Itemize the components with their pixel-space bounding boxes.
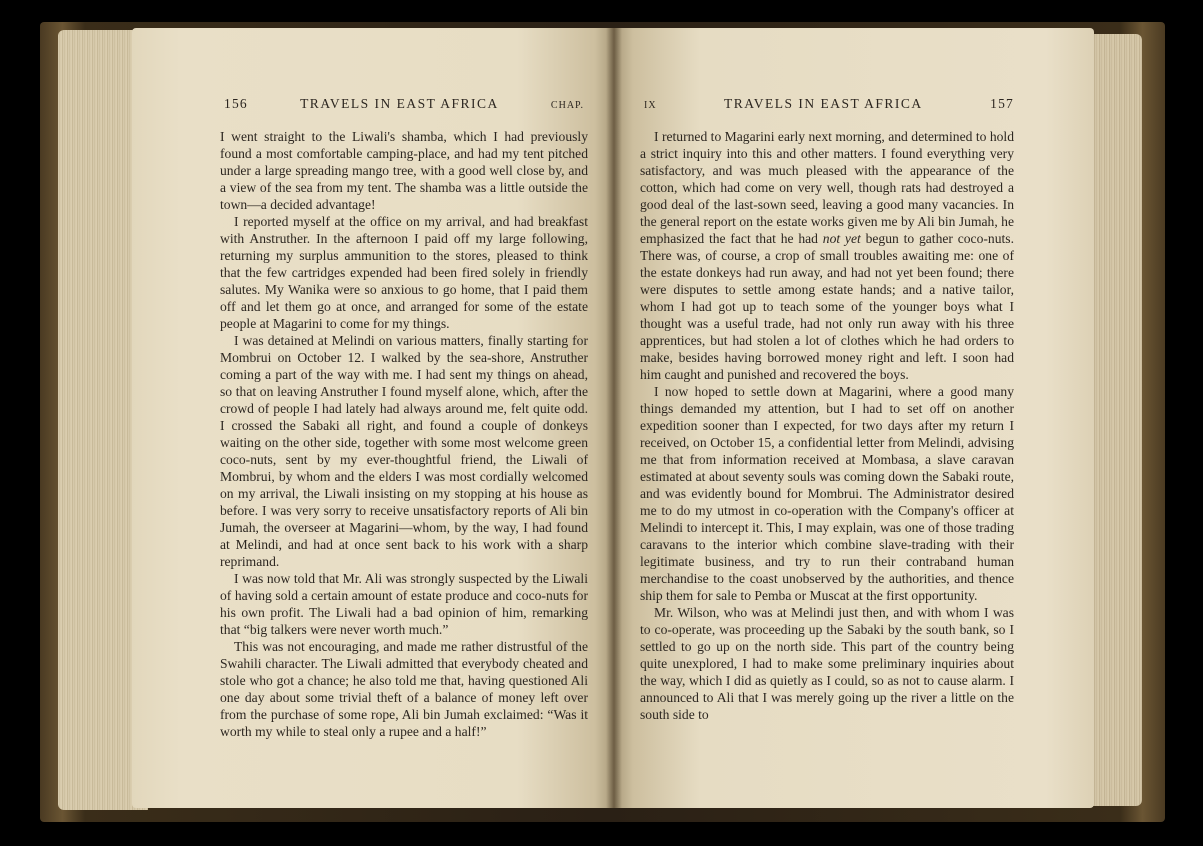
chapter-label: CHAP. (550, 100, 584, 111)
right-page-header (644, 96, 1014, 112)
paragraph-text: I returned to Magarini early next morning, and determined to hold a strict inquiry into this and other matters. I found everything very satisfactory, and was much pleased with the appearance of the cotton, which had come on very well, though rats had destroyed a good deal of the last-sown seed, leaving a good many vacancies. In the general report on the estate works given me by Ali bin Jumah, he emphasized the fact that he had (640, 129, 1014, 246)
paragraph: Mr. Wilson, who was at Melindi just then, and with whom I was to co-operate, was proceeding up the Sabaki by the south bank, so I settled to go up on the north side. This part of the country being quite unexplored, I had to make some preliminary inquiries about the way, which I did as quietly as I could, so as not to cause alarm. I announced to Ali that I was merely going up the river a little on the south side to (640, 605, 1014, 722)
left-page-text (220, 128, 588, 740)
page-number: 156 (224, 96, 248, 111)
paragraph: I now hoped to settle down at Magarini, where a good many things demanded my attention, but I had to set off on another expedition sooner than I expected, for two days after my return I received, on October 15, a confidential letter from Melindi, advising me that from information received at Mombasa, a slave caravan estimated at about seventy souls was coming down the Sabaki route, and was evidently bound for Mombrui. The Administrator desired me to do my utmost in co-operation with the Company's officer at Melindi to intercept it. This, I may explain, was one of those trading caravans to the interior which combine slave-trading with their legitimate business, and try to run their contraband human merchandise to the coast unobserved by the authorities, and thence ship them for sale to Pemba or Muscat at the first opportunity. (640, 384, 1014, 603)
left-page-header (224, 96, 584, 112)
paragraph: I was detained at Melindi on various matters, finally starting for Mombrui on October 12. I walked by the sea-shore, Anstruther coming a part of the way with me. I had sent my things on ahead, so that on leaving Anstruther I found myself alone, which, after the crowd of people I had lately had always around me, felt quite odd. I crossed the Sabaki all right, and found a couple of donkeys waiting on the other side, together with some most welcome green coco-nuts, sent by my ever-thoughtful friend, the Liwali of Mombrui, by whom and the elders I was most cordially welcomed on my arrival, the Liwali insisting on my stopping at his house as before. I was very sorry to receive unsatisfactory reports of Ali bin Jumah, the overseer at Magarini—whom, by the way, I had found at Melindi, and had at once sent back to his work with a sharp reprimand. (220, 333, 588, 569)
right-page-text (640, 128, 1014, 723)
left-page (132, 28, 614, 808)
book-gutter (606, 28, 622, 808)
paragraph: I was now told that Mr. Ali was strongly suspected by the Liwali of having sold a certain amount of estate produce and coco-nuts for his own profit. The Liwali had a bad opinion of him, remarking that “big talkers were never worth much.” (220, 571, 588, 637)
paragraph: I went straight to the Liwali's shamba, which I had previously found a most comfortable camping-place, and had my tent pitched under a large spreading mango tree, with a good well close by, and a view of the sea from my tent. The shamba was a little outside the town—a decided advantage! (220, 129, 588, 212)
right-page (614, 28, 1094, 808)
running-title: TRAVELS IN EAST AFRICA (724, 96, 923, 111)
page-number: 157 (990, 96, 1014, 111)
running-title: TRAVELS IN EAST AFRICA (300, 96, 499, 111)
paragraph: This was not encouraging, and made me rather distrustful of the Swahili character. The Liwali admitted that everybody cheated and stole who got a chance; he also told me that, having questioned Ali one day about some trivial theft of a balance of money left over from the purchase of some rope, Ali bin Jumah exclaimed: “Was it worth my while to steal only a rupee and a half!” (220, 639, 588, 739)
chapter-label: IX (644, 100, 657, 111)
paragraph-text: begun to gather coco-nuts. There was, of course, a crop of small troubles awaiting me: one of the estate donkeys had run away, and had not yet been found; there were disputes to settle among estate hands; and a native tailor, whom I had got up to teach some of the younger boys what I thought was a useful trade, had not only run away with his three apprentices, but had stolen a lot of clothes which he had orders to make, besides having borrowed money right and left. I soon had him caught and punished and recovered the boys. (640, 231, 1014, 382)
paragraph: I reported myself at the office on my arrival, and had breakfast with Anstruther. In the afternoon I paid off my large following, returning my surplus ammunition to the stores, pleased to think that the few cartridges expended had been fired solely in friendly salutes. My Wanika were so anxious to go home, that I paid them off and let them go at once, and arranged for some of the estate people at Magarini to come for my things. (220, 214, 588, 331)
emphasis-text: not yet (822, 231, 861, 246)
paragraph (640, 128, 1014, 383)
